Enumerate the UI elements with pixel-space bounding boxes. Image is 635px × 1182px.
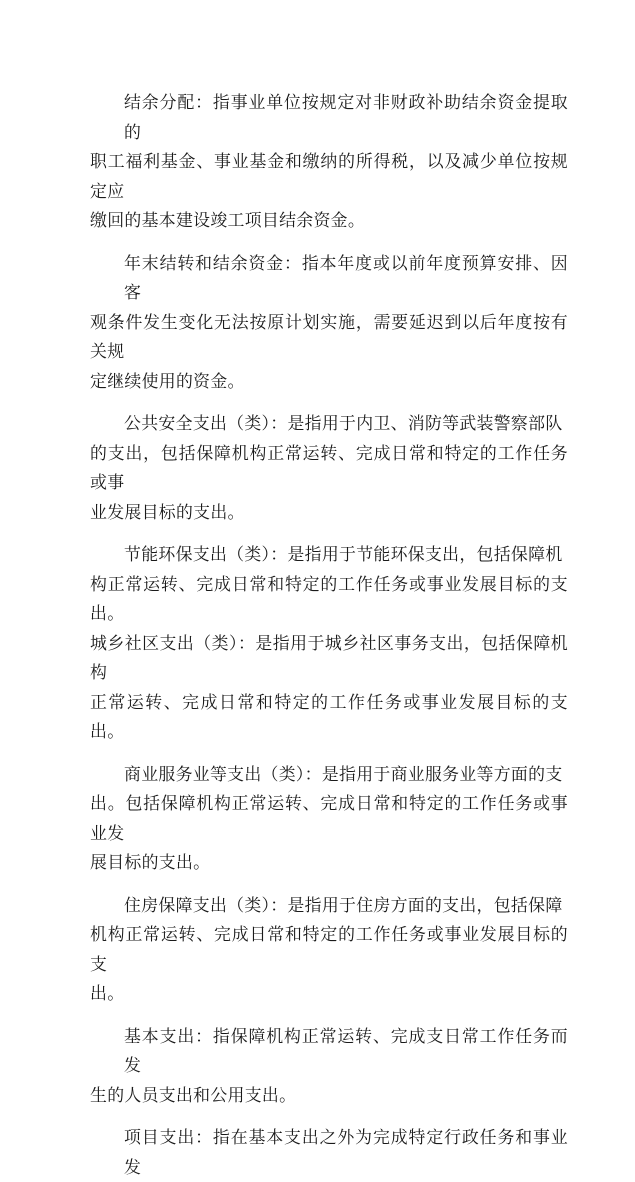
paragraph-project-expenditure	[90, 1123, 568, 1182]
text-line: 出。包括保障机构正常运转、完成日常和特定的工作任务或事业发	[90, 793, 568, 843]
paragraph-public-safety	[90, 409, 568, 527]
text-line: 机构正常运转、完成日常和特定的工作任务或事业发展目标的支	[90, 924, 568, 974]
text-line: 正常运转、完成日常和特定的工作任务或事业发展目标的支出。	[90, 691, 568, 741]
text-line: 构正常运转、完成日常和特定的工作任务或事业发展目标的支出。	[90, 573, 568, 623]
text-line: 节能环保支出（类）：是指用于节能环保支出，包括保障机	[124, 544, 563, 564]
text-line: 项目支出：指在基本支出之外为完成特定行政任务和事业发	[124, 1127, 568, 1177]
text-line: 住房保障支出（类）：是指用于住房方面的支出，包括保障	[124, 894, 563, 915]
text-line: 的支出，包括保障机构正常运转、完成日常和特定的工作任务或事	[90, 442, 568, 492]
text-line: 商业服务业等支出（类）：是指用于商业服务业等方面的支	[124, 763, 563, 784]
text-line: 业发展目标的支出。	[90, 501, 245, 522]
text-line: 年末结转和结余资金：指本年度或以前年度预算安排、因客	[124, 252, 568, 302]
paragraph-surplus-distribution	[90, 88, 568, 236]
text-line: 观条件发生变化无法按原计划实施，需要延迟到以后年度按有关规	[90, 311, 568, 361]
text-line: 职工福利基金、事业基金和缴纳的所得税，以及减少单位按规定应	[90, 151, 568, 201]
text-line: 基本支出：指保障机构正常运转、完成支日常工作任务而发	[124, 1025, 568, 1075]
paragraph-energy-environment	[90, 540, 568, 747]
text-line: 城乡社区支出（类）：是指用于城乡社区事务支出，包括保障机构	[90, 632, 568, 682]
text-line: 展目标的支出。	[90, 852, 211, 872]
paragraph-basic-expenditure	[90, 1022, 568, 1111]
paragraph-housing-security	[90, 891, 568, 1009]
paragraph-year-end-carryover	[90, 249, 568, 397]
document-body	[90, 88, 568, 1182]
text-line: 定继续使用的资金。	[90, 370, 245, 391]
text-line: 出。	[90, 983, 125, 1003]
text-line: 生的人员支出和公用支出。	[90, 1084, 297, 1105]
paragraph-commercial-services	[90, 760, 568, 878]
text-line: 结余分配：指事业单位按规定对非财政补助结余资金提取的	[124, 92, 568, 142]
text-line: 公共安全支出（类）：是指用于内卫、消防等武装警察部队	[124, 413, 563, 433]
text-line: 缴回的基本建设竣工项目结余资金。	[90, 210, 366, 230]
